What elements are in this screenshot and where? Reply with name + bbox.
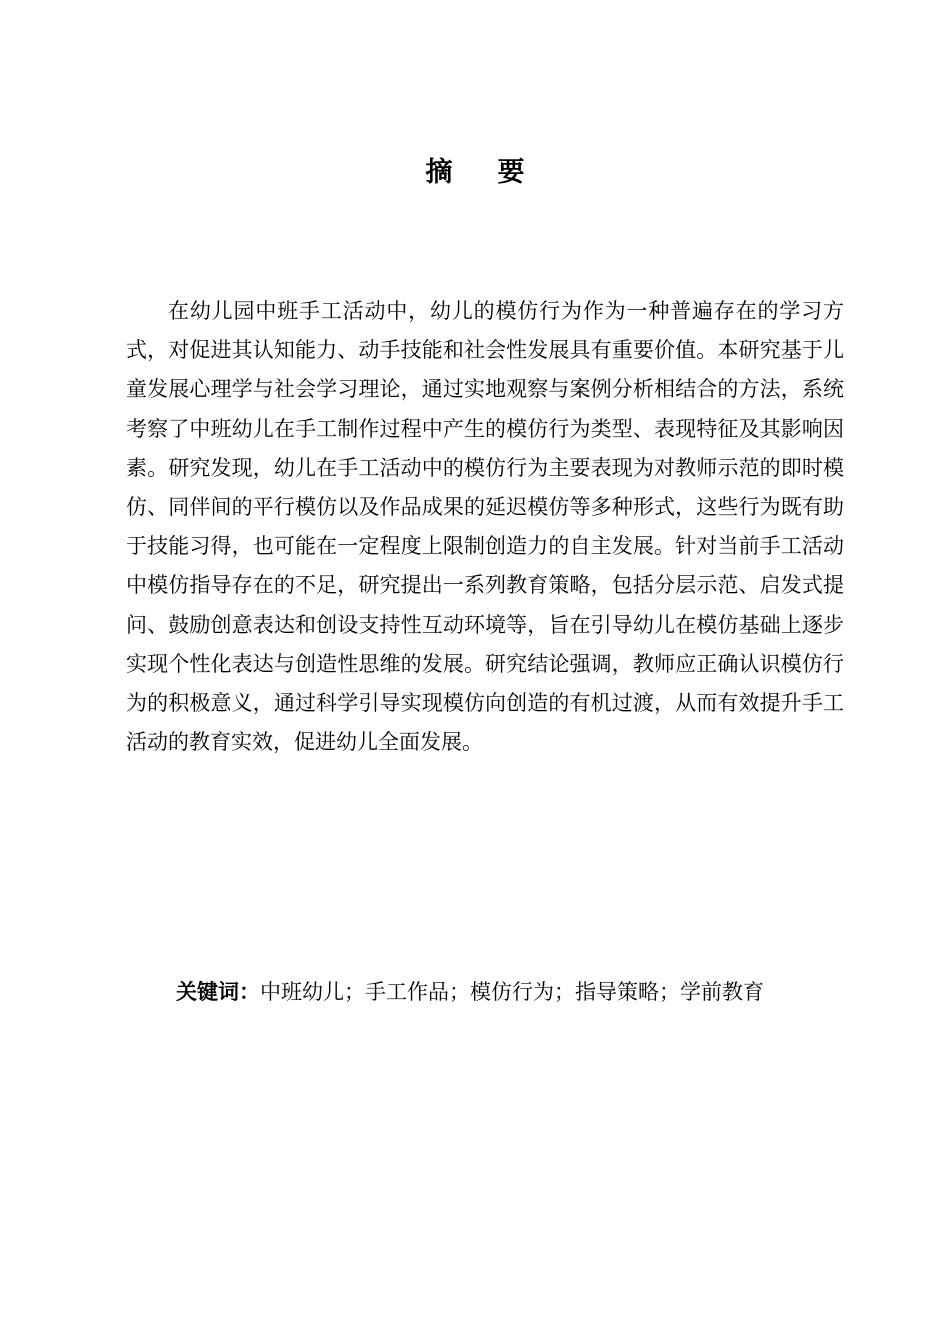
abstract-paragraph: 在幼儿园中班手工活动中，幼儿的模仿行为作为一种普遍存在的学习方式，对促进其认知能力、动手技能和社会性发展具有重要价值。本研究基于儿童发展心理学与社会学习理论，通过实地观察与案例分析相结合的方法，系统考察了中班幼儿在手工制作过程中产生的模仿行为类型、表现特征及其影响因素。研究发现，幼儿在手工活动中的模仿行为主要表现为对教师示范的即时模仿、同伴间的平行模仿以及作品成果的延迟模仿等多种形式，这些行为既有助于技能习得，也可能在一定程度上限制创造力的自主发展。针对当前手工活动中模仿指导存在的不足，研究提出一系列教育策略，包括分层示范、启发式提问、鼓励创意表达和创设支持性互动环境等，旨在引导幼儿在模仿基础上逐步实现个性化表达与创造性思维的发展。研究结论强调，教师应正确认识模仿行为的积极意义，通过科学引导实现模仿向创造的有机过渡，从而有效提升手工活动的教育实效，促进幼儿全面发展。 (126, 299, 844, 755)
title-char-2: 要 (497, 157, 525, 188)
title-char-1: 摘 (425, 157, 453, 188)
keywords-text: 中班幼儿；手工作品；模仿行为；指导策略；学前教育 (260, 980, 764, 1004)
page-title (0, 150, 950, 189)
keywords-line (176, 973, 856, 1012)
keywords-label: 关键词： (176, 980, 260, 1004)
